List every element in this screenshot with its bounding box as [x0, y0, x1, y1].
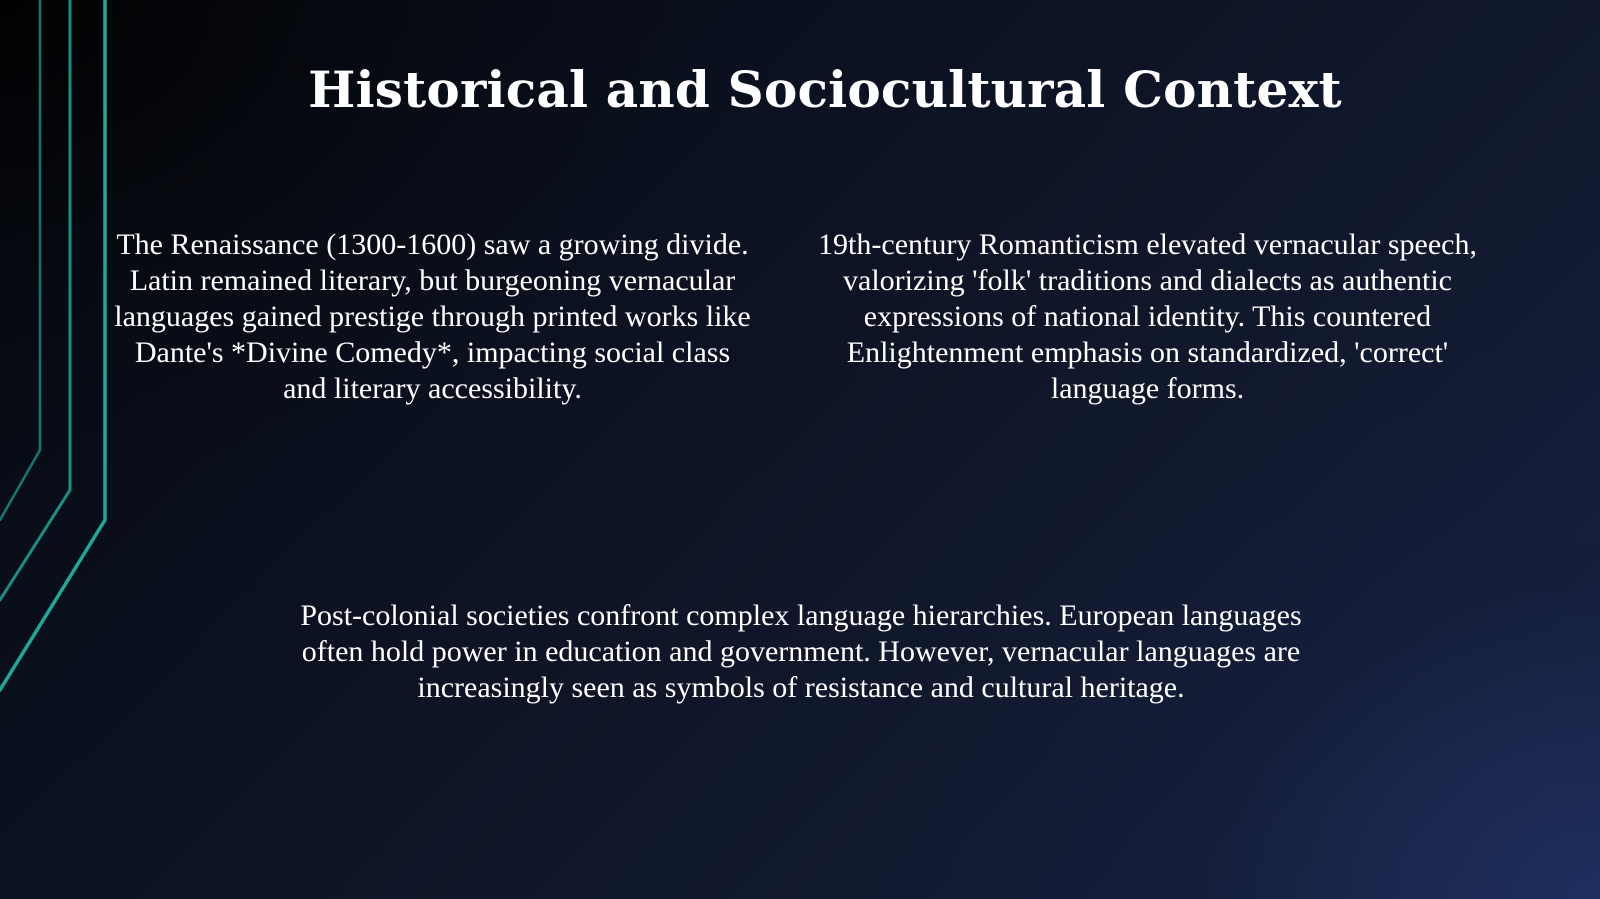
slide-title: Historical and Sociocultural Context: [308, 60, 1342, 119]
renaissance-paragraph: The Renaissance (1300-1600) saw a growing divide. Latin remained literary, but burgeoning vernacular languages gained prestige through printed works like Dante's *Divine Comedy*, impacting social class and literary accessibility.: [114, 228, 751, 405]
postcolonial-paragraph: Post-colonial societies confront complex language hierarchies. European languages often hold power in education and government. However, vernacular languages are increasingly seen as symbols of resistance and cultural heritage.: [300, 599, 1302, 704]
decorative-accent-lines: [0, 0, 140, 899]
romanticism-paragraph: 19th-century Romanticism elevated vernacular speech, valorizing 'folk' traditions and dialects as authentic expressions of national identity. This countered Enlightenment emphasis on standardized, 'correct' language forms.: [818, 228, 1477, 405]
